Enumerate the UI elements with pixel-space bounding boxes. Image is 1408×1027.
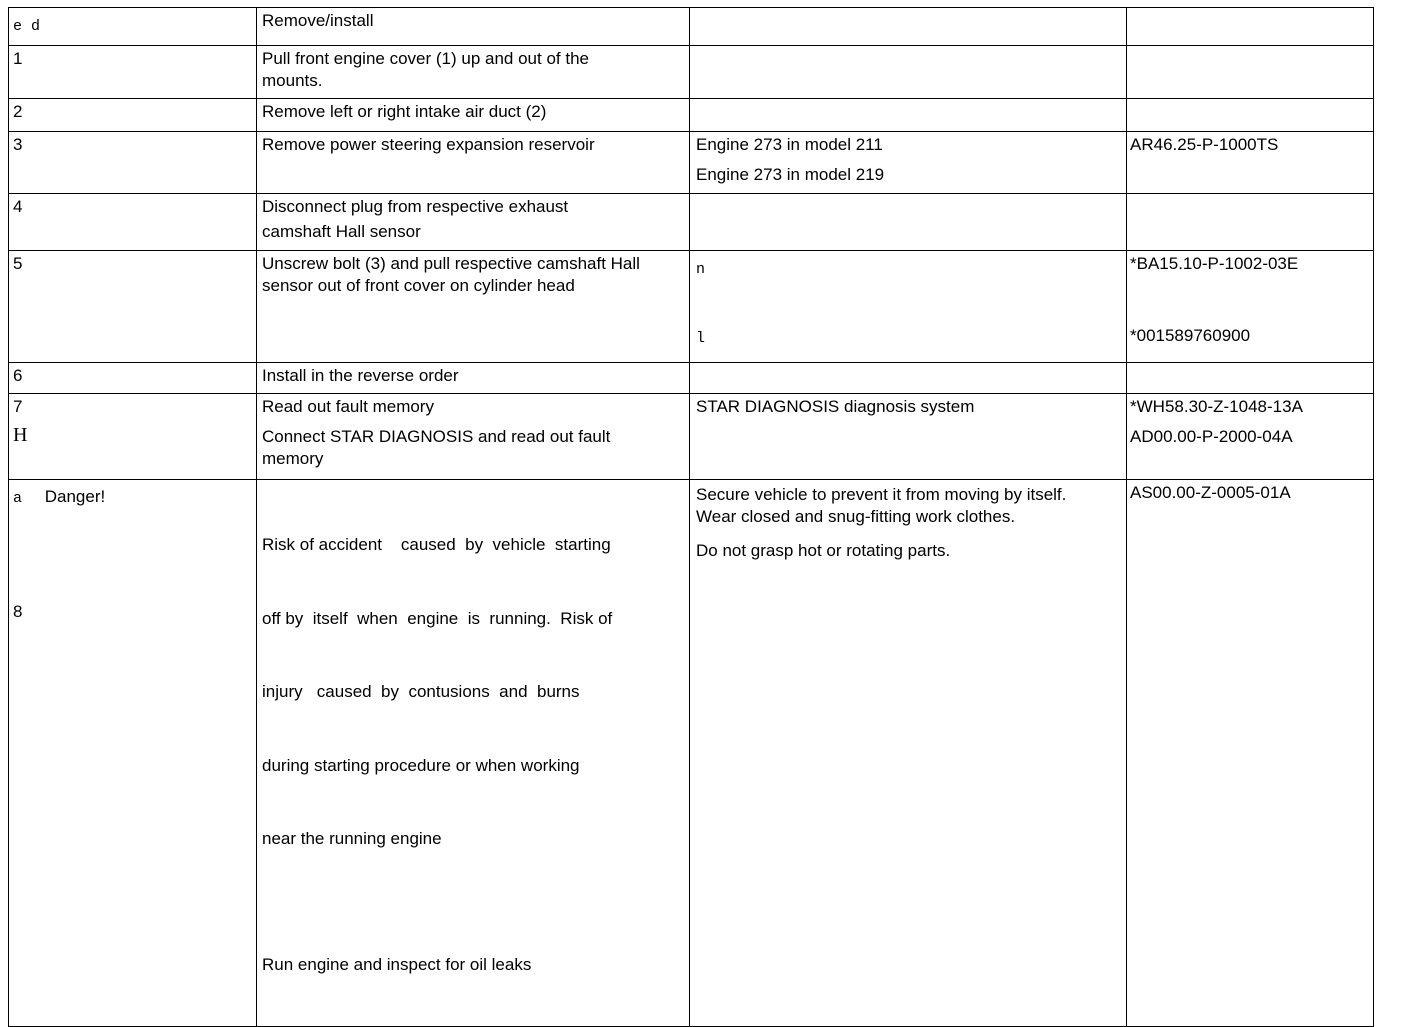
step-number: 8 (13, 602, 23, 621)
model-reference: Engine 273 in model 219 (696, 165, 885, 184)
table-row (9, 99, 1374, 132)
model-reference: Engine 273 in model 211 (696, 135, 883, 154)
table-row (9, 251, 1374, 363)
step-number: 6 (13, 366, 23, 385)
step-text: Unscrew bolt (3) and pull respective camshaft Hall sensor out of front cover on cylinder head (262, 254, 640, 295)
step-text: Pull front engine cover (1) up and out of the mounts. (262, 49, 589, 90)
step-note: Connect STAR DIAGNOSIS and read out fault memory (262, 427, 611, 468)
risk-text: off by itself when engine is running. Risk of (262, 608, 613, 628)
risk-text: during starting procedure or when working (262, 755, 580, 775)
danger-label: Danger! (44, 487, 106, 506)
table-row (9, 46, 1374, 99)
safety-measure: Secure vehicle to prevent it from moving by itself. (696, 485, 1067, 504)
risk-text: injury caused by contusions and burns (262, 682, 580, 701)
note-icon: H (13, 424, 28, 446)
danger-icon: a (13, 490, 23, 507)
table-row (9, 394, 1374, 480)
table-row (9, 363, 1374, 394)
risk-text: Risk of accident caused by vehicle starting (262, 535, 611, 554)
document-reference: *BA15.10-P-1002-03E (1130, 254, 1299, 273)
step-number: 7 (13, 397, 23, 416)
step-text: Remove left or right intake air duct (2) (262, 102, 547, 121)
tool-reference: STAR DIAGNOSIS diagnosis system (696, 397, 975, 416)
document-reference: AR46.25-P-1000TS (1130, 135, 1279, 154)
step-text: Disconnect plug from respective exhaust (262, 197, 569, 216)
step-number: 2 (13, 102, 23, 121)
procedure-table (8, 7, 1374, 1027)
document-reference: *WH58.30-Z-1048-13A (1130, 397, 1303, 416)
step-number: 4 (13, 197, 23, 216)
header-symbols: e d (13, 18, 41, 35)
table-row (9, 480, 1374, 1027)
document-reference: AD00.00-P-2000-04A (1130, 427, 1293, 446)
document-reference: AS00.00-Z-0005-01A (1130, 483, 1291, 502)
step-text: camshaft Hall sensor (262, 222, 421, 241)
step-text: Read out fault memory (262, 397, 434, 416)
safety-measure: Do not grasp hot or rotating parts. (696, 541, 951, 560)
step-text: Install in the reverse order (262, 366, 459, 385)
table-row (9, 132, 1374, 194)
step-text: Remove power steering expansion reservoir (262, 135, 595, 154)
part-number: *001589760900 (1130, 326, 1251, 345)
step-text: Run engine and inspect for oil leaks (262, 954, 532, 974)
step-number: 1 (13, 49, 23, 68)
safety-measure: Wear closed and snug-fitting work clothes. (696, 507, 1016, 526)
special-tool-icon: n (696, 261, 706, 278)
part-icon: l (696, 330, 706, 347)
step-number: 5 (13, 254, 23, 273)
step-number: 3 (13, 135, 23, 154)
table-row (9, 194, 1374, 251)
risk-text: near the running engine (262, 829, 442, 848)
header-row (9, 8, 1374, 46)
header-title: Remove/install (262, 11, 374, 30)
